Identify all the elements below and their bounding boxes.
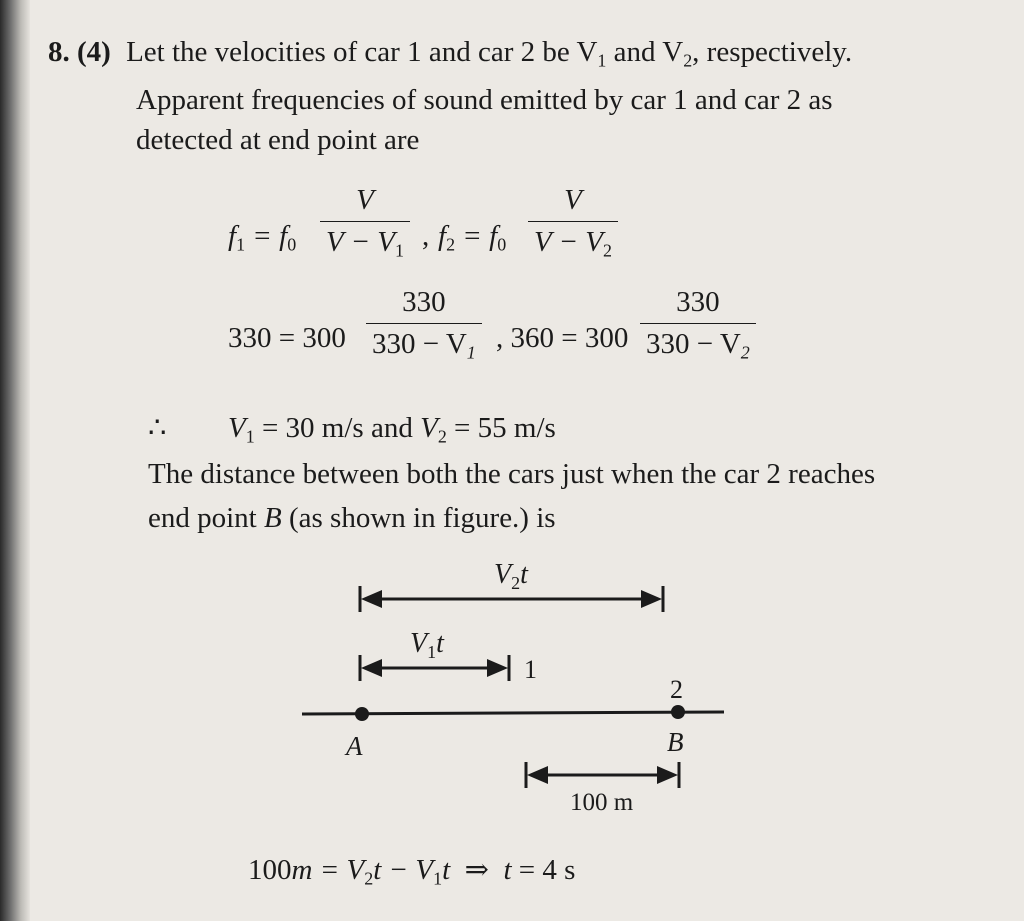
distance-line-1: The distance between both the cars just when the car 2 reaches [148,458,876,490]
answer-choice: (4) [77,36,111,68]
denominator-text: V − V [534,226,603,258]
eq2-lhs-1: 330 = 300 [228,322,346,354]
car-2-label: 2 [670,675,683,704]
problem-line-2: Apparent frequencies of sound emitted by car 1 and car 2 as [136,84,833,116]
subscript: 1 [245,426,255,447]
problem-text-end: , respectively. [692,36,853,68]
subscript: 2 [683,50,693,71]
subscript: 1 [394,240,404,261]
v2t-label: $V_2t$ [494,559,528,593]
gap-label: 100 m [570,789,634,816]
unit-m: m [291,854,313,886]
v2-value: = 55 m/s [446,412,556,444]
numerator: 330 [676,286,720,318]
symbol-t: t [442,854,451,886]
symbol-v: V [228,412,246,444]
subscript: 2 [740,342,750,363]
eq2-lhs-2: , 360 = 300 [496,322,629,354]
car-1-label: 1 [524,655,537,684]
problem-text-and: and V [606,36,684,68]
subscript: 1 [433,868,443,889]
subscript: 2 [446,234,456,255]
subscript: 2 [364,868,374,889]
value-100: 100 [248,854,292,886]
gap-arrow [526,762,679,788]
problem-line-3: detected at end point are [136,124,420,156]
symbol-f: f [228,220,237,252]
denominator-text: V − V [326,226,395,258]
subscript: 2 [437,426,447,447]
problem-text-1: Let the velocities of car 1 and car 2 be V [126,36,598,68]
symbol-f: f [438,220,447,252]
denominator-text: 330 − V [372,328,467,360]
subscript: 0 [497,234,507,255]
final-equation [248,856,575,887]
subscript: 1 [466,342,476,363]
point-a-dot [355,707,369,721]
subscript: 0 [287,234,297,255]
symbol-v: V [420,412,438,444]
numerator: 330 [402,286,446,318]
equals-f0: = f [455,220,498,252]
point-b-label: B [667,727,684,757]
therefore-symbol: ∴ [148,412,167,444]
final-value: = 4 s [511,854,576,886]
subscript: 1 [236,234,246,255]
implies-arrow: ⇒ [450,854,504,886]
v1t-label: $V_1t$ [410,628,444,662]
equals-f0: = f [245,220,288,252]
symbol-t: t [373,854,382,886]
point-b-dot [671,705,685,719]
numerator: V [564,184,582,216]
equals-v: = V [312,854,365,886]
numerator: V [356,184,374,216]
minus-v: − V [381,854,434,886]
v1-value: = 30 m/s and [254,412,421,444]
denominator-text: 330 − V [646,328,741,360]
text-segment: (as shown in figure.) is [281,502,556,534]
problem-number: 8. [48,36,70,68]
text-segment: end point [148,502,264,534]
point-b-ref: B [264,502,282,534]
eq1-comma: , [422,220,430,252]
subscript: 2 [602,240,612,261]
symbol-t: t [503,854,512,886]
point-a-label: A [346,731,363,761]
subscript: 1 [597,50,607,71]
